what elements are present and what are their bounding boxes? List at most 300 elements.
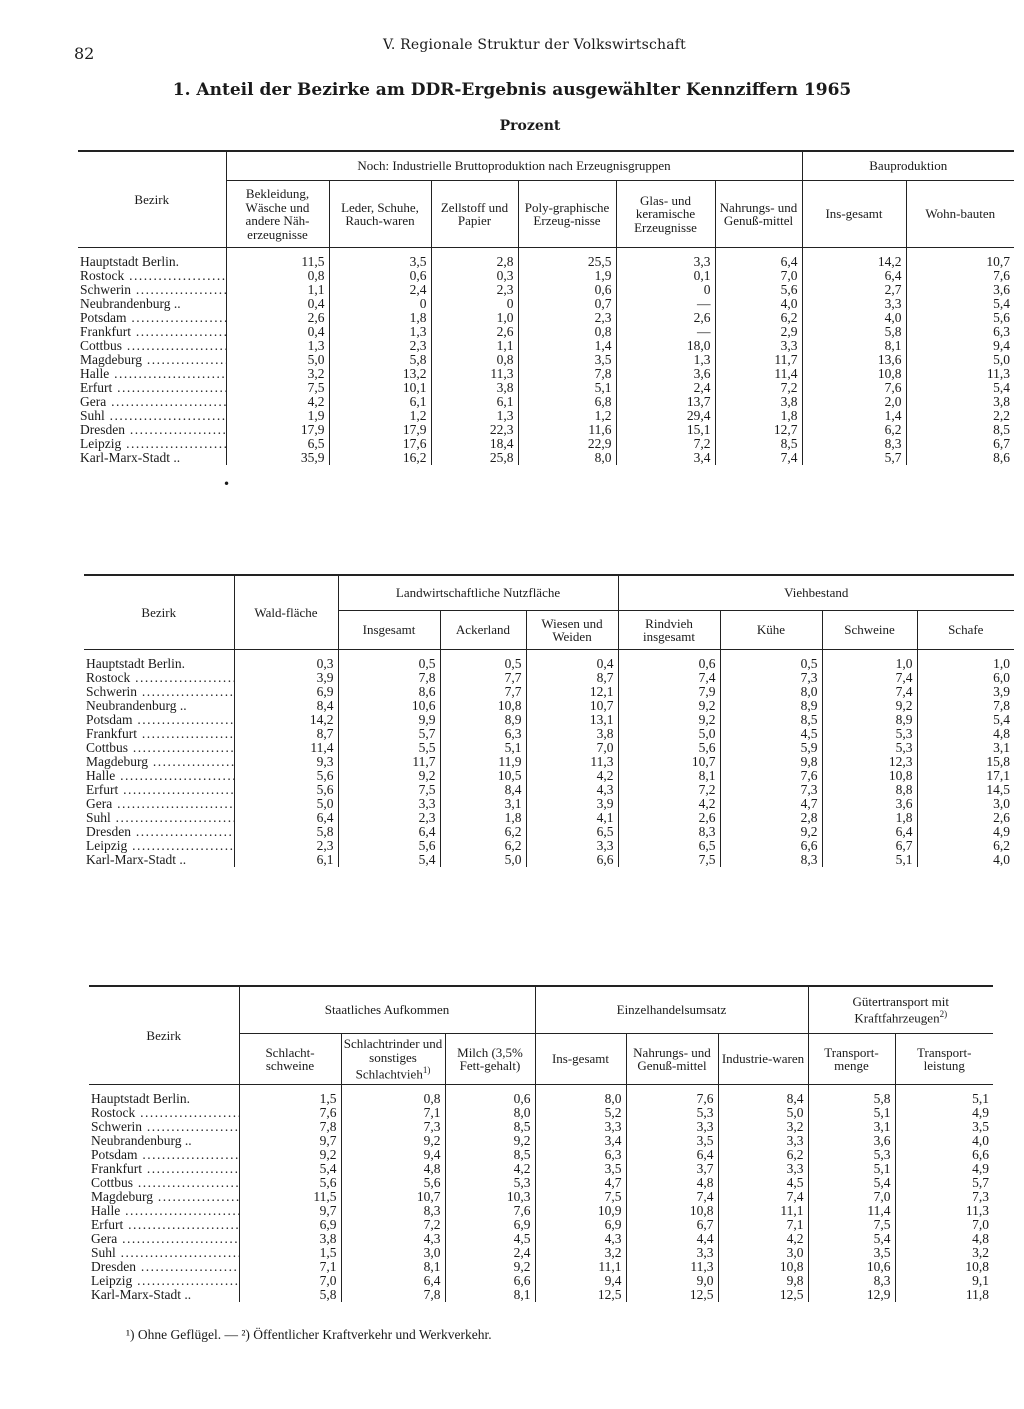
bezirk-label: Erfurt <box>80 381 113 395</box>
value-cell: 11,5 <box>226 248 329 270</box>
bezirk-label: Leipzig <box>80 437 122 451</box>
table-row <box>84 685 1014 699</box>
bezirk-label: Cottbus <box>86 741 129 755</box>
value-cell: 1,4 <box>802 409 906 423</box>
value-cell: 7,2 <box>618 783 720 797</box>
value-cell: 5,0 <box>618 727 720 741</box>
value-cell: 4,2 <box>226 395 329 409</box>
value-cell: 17,1 <box>917 769 1014 783</box>
bezirk-name <box>84 650 234 672</box>
value-cell: 10,8 <box>802 367 906 381</box>
bezirk-label: Hauptstadt Berlin. <box>80 254 179 269</box>
value-cell: 6,4 <box>338 825 440 839</box>
value-cell: 6,9 <box>239 1218 341 1232</box>
value-cell: 3,6 <box>808 1134 895 1148</box>
value-cell: 7,8 <box>917 699 1014 713</box>
bezirk-name <box>78 353 226 367</box>
value-cell: 5,1 <box>808 1162 895 1176</box>
footnote: ¹) Ohne Geflügel. — ²) Öffentlicher Kraftverkehr und Werkverkehr. <box>126 1327 492 1342</box>
value-cell: 12,3 <box>822 755 917 769</box>
col-header-transportleistung: Transport-leistung <box>895 1034 993 1085</box>
value-cell: 9,2 <box>618 713 720 727</box>
value-cell: 3,9 <box>526 797 618 811</box>
value-cell: 4,7 <box>535 1176 626 1190</box>
group-header-einzelhandel: Einzelhandelsumsatz <box>535 986 808 1034</box>
value-cell: 1,4 <box>518 339 616 353</box>
table-row <box>78 353 1014 367</box>
value-cell: 8,1 <box>618 769 720 783</box>
value-cell: 2,4 <box>616 381 715 395</box>
value-cell: 8,3 <box>720 853 822 867</box>
value-cell: 5,3 <box>626 1106 718 1120</box>
bezirk-label: Schwerin <box>86 685 137 699</box>
value-cell: 7,4 <box>715 451 802 465</box>
bezirk-name <box>78 311 226 325</box>
col-header-bekleidung: Bekleidung, Wäsche und andere Näh-erzeugnisse <box>226 181 329 248</box>
value-cell: 5,2 <box>535 1106 626 1120</box>
value-cell: 3,6 <box>822 797 917 811</box>
value-cell: 6,3 <box>906 325 1014 339</box>
value-cell: 11,4 <box>808 1204 895 1218</box>
value-cell: 10,8 <box>440 699 526 713</box>
bezirk-name <box>84 839 234 853</box>
value-cell: 11,1 <box>535 1260 626 1274</box>
value-cell: 3,6 <box>906 283 1014 297</box>
bezirk-name <box>84 783 234 797</box>
bezirk-label: Gera <box>91 1232 118 1246</box>
value-cell: 3,3 <box>715 339 802 353</box>
value-cell: 3,2 <box>226 367 329 381</box>
value-cell: 7,3 <box>341 1120 445 1134</box>
table-row <box>89 1120 993 1134</box>
group-header-industrie: Noch: Industrielle Bruttoproduktion nach Erzeugnisgruppen <box>226 151 802 181</box>
group-header-bauproduktion: Bauproduktion <box>802 151 1014 181</box>
value-cell: 10,6 <box>808 1260 895 1274</box>
value-cell: 1,8 <box>440 811 526 825</box>
value-cell: 7,5 <box>808 1218 895 1232</box>
value-cell: 11,3 <box>431 367 518 381</box>
value-cell: 3,9 <box>917 685 1014 699</box>
value-cell: 6,7 <box>822 839 917 853</box>
value-cell: 7,6 <box>445 1204 535 1218</box>
value-cell: 11,6 <box>518 423 616 437</box>
table2-body <box>84 650 1014 868</box>
table-flaeche-vieh <box>84 574 1014 867</box>
value-cell: 5,4 <box>917 713 1014 727</box>
value-cell: 5,1 <box>808 1106 895 1120</box>
value-cell: 5,3 <box>445 1176 535 1190</box>
value-cell: 0,5 <box>440 650 526 672</box>
value-cell: 7,5 <box>338 783 440 797</box>
value-cell: 0,8 <box>431 353 518 367</box>
bezirk-label: Schwerin <box>80 283 131 297</box>
value-cell: 0,4 <box>226 297 329 311</box>
value-cell: 7,8 <box>518 367 616 381</box>
table-row <box>84 713 1014 727</box>
page-number: 82 <box>74 44 95 63</box>
table-row <box>78 381 1014 395</box>
value-cell: 0,3 <box>431 269 518 283</box>
bezirk-name <box>89 1120 239 1134</box>
value-cell: 0 <box>431 297 518 311</box>
bezirk-name <box>78 381 226 395</box>
table-row <box>84 853 1014 867</box>
value-cell: 9,0 <box>626 1274 718 1288</box>
value-cell: 4,5 <box>718 1176 808 1190</box>
value-cell: 3,4 <box>616 451 715 465</box>
value-cell: 0,6 <box>618 650 720 672</box>
value-cell: — <box>616 325 715 339</box>
value-cell: 2,4 <box>445 1246 535 1260</box>
value-cell: 3,2 <box>718 1120 808 1134</box>
col-header-ackerland: Ackerland <box>440 611 526 650</box>
table-row <box>84 769 1014 783</box>
table-row <box>78 283 1014 297</box>
value-cell: 5,4 <box>808 1176 895 1190</box>
value-cell: 10,1 <box>329 381 431 395</box>
table3-body <box>89 1085 993 1303</box>
value-cell: 8,9 <box>440 713 526 727</box>
bezirk-label: Erfurt <box>91 1218 124 1232</box>
value-cell: 0,6 <box>329 269 431 283</box>
bezirk-name <box>84 853 234 867</box>
value-cell: 10,7 <box>906 248 1014 270</box>
value-cell: 11,7 <box>338 755 440 769</box>
bezirk-name <box>78 297 226 311</box>
col-header-schlachtschweine: Schlacht-schweine <box>239 1034 341 1085</box>
col-header-rindvieh: Rindvieh insgesamt <box>618 611 720 650</box>
col-header-kuehe: Kühe <box>720 611 822 650</box>
col-header-bau-insgesamt: Ins-gesamt <box>802 181 906 248</box>
bezirk-name <box>89 1288 239 1302</box>
value-cell: 1,0 <box>822 650 917 672</box>
col-header-schweine: Schweine <box>822 611 917 650</box>
value-cell: 6,2 <box>440 825 526 839</box>
table1-body <box>78 248 1014 466</box>
value-cell: 9,7 <box>239 1134 341 1148</box>
value-cell: 7,0 <box>526 741 618 755</box>
bezirk-name <box>89 1085 239 1107</box>
bezirk-label: Magdeburg <box>91 1190 153 1204</box>
value-cell: 2,6 <box>618 811 720 825</box>
bezirk-name <box>84 797 234 811</box>
value-cell: 9,2 <box>445 1134 535 1148</box>
value-cell: 1,3 <box>329 325 431 339</box>
value-cell: 11,4 <box>715 367 802 381</box>
value-cell: 2,6 <box>226 311 329 325</box>
value-cell: 5,4 <box>906 297 1014 311</box>
bezirk-name <box>84 685 234 699</box>
footnote-marker-2: 2) <box>939 1009 948 1020</box>
value-cell: 4,8 <box>341 1162 445 1176</box>
schlachtrinder-label: Schlachtrinder und sonstiges Schlachtvieh <box>343 1036 443 1082</box>
bezirk-header: Bezirk <box>78 151 226 248</box>
bezirk-label: Suhl <box>86 811 111 825</box>
bezirk-label: Cottbus <box>80 339 123 353</box>
value-cell: 9,2 <box>720 825 822 839</box>
value-cell: 1,3 <box>226 339 329 353</box>
value-cell: 7,6 <box>802 381 906 395</box>
value-cell: 6,5 <box>526 825 618 839</box>
col-header-wohnbauten: Wohn-bauten <box>906 181 1014 248</box>
value-cell: 17,6 <box>329 437 431 451</box>
value-cell: 18,0 <box>616 339 715 353</box>
value-cell: 3,4 <box>535 1134 626 1148</box>
value-cell: 5,6 <box>906 311 1014 325</box>
bezirk-header: Bezirk <box>89 986 239 1085</box>
value-cell: 5,8 <box>239 1288 341 1302</box>
table-aufkommen-handel-transport <box>89 985 993 1302</box>
value-cell: 9,7 <box>239 1204 341 1218</box>
value-cell: 7,0 <box>895 1218 993 1232</box>
value-cell: 5,6 <box>338 839 440 853</box>
value-cell: 0,8 <box>341 1085 445 1107</box>
value-cell: 8,8 <box>822 783 917 797</box>
value-cell: 4,5 <box>445 1232 535 1246</box>
value-cell: 9,4 <box>906 339 1014 353</box>
value-cell: 3,3 <box>626 1120 718 1134</box>
value-cell: 5,1 <box>440 741 526 755</box>
value-cell: 7,6 <box>626 1085 718 1107</box>
value-cell: 3,2 <box>895 1246 993 1260</box>
value-cell: 15,8 <box>917 755 1014 769</box>
value-cell: 22,3 <box>431 423 518 437</box>
col-header-leder: Leder, Schuhe, Rauch-waren <box>329 181 431 248</box>
table-row <box>89 1260 993 1274</box>
value-cell: 5,6 <box>715 283 802 297</box>
value-cell: 2,6 <box>431 325 518 339</box>
value-cell: 13,1 <box>526 713 618 727</box>
value-cell: 3,8 <box>715 395 802 409</box>
value-cell: 9,1 <box>895 1274 993 1288</box>
value-cell: 3,8 <box>906 395 1014 409</box>
value-cell: 7,7 <box>440 671 526 685</box>
value-cell: 15,1 <box>616 423 715 437</box>
bezirk-name <box>89 1106 239 1120</box>
value-cell: 7,5 <box>618 853 720 867</box>
value-cell: 5,1 <box>895 1085 993 1107</box>
bezirk-label: Neubrandenburg .. <box>86 699 187 713</box>
value-cell: 7,6 <box>906 269 1014 283</box>
value-cell: 3,1 <box>440 797 526 811</box>
value-cell: 6,2 <box>718 1148 808 1162</box>
value-cell: 8,7 <box>234 727 338 741</box>
value-cell: 16,2 <box>329 451 431 465</box>
table-row <box>84 755 1014 769</box>
value-cell: 5,7 <box>802 451 906 465</box>
value-cell: 9,2 <box>239 1148 341 1162</box>
value-cell: 6,2 <box>802 423 906 437</box>
value-cell: 12,9 <box>808 1288 895 1302</box>
value-cell: 9,9 <box>338 713 440 727</box>
value-cell: 1,9 <box>226 409 329 423</box>
bezirk-name <box>84 755 234 769</box>
value-cell: 10,8 <box>895 1260 993 1274</box>
value-cell: 4,8 <box>917 727 1014 741</box>
value-cell: 9,3 <box>234 755 338 769</box>
value-cell: 5,4 <box>338 853 440 867</box>
table-row <box>84 825 1014 839</box>
value-cell: 1,0 <box>431 311 518 325</box>
value-cell: 8,6 <box>906 451 1014 465</box>
value-cell: 3,3 <box>718 1134 808 1148</box>
col-header-wiesen: Wiesen und Weiden <box>526 611 618 650</box>
table-row <box>89 1085 993 1107</box>
value-cell: 0,4 <box>526 650 618 672</box>
value-cell: 4,7 <box>720 797 822 811</box>
value-cell: 2,4 <box>329 283 431 297</box>
value-cell: 4,9 <box>895 1162 993 1176</box>
value-cell: 4,3 <box>341 1232 445 1246</box>
value-cell: 8,6 <box>338 685 440 699</box>
value-cell: 8,5 <box>720 713 822 727</box>
col-header-eh-insgesamt: Ins-gesamt <box>535 1034 626 1085</box>
table-row <box>78 409 1014 423</box>
value-cell: 10,7 <box>341 1190 445 1204</box>
value-cell: 9,2 <box>445 1260 535 1274</box>
value-cell: 0,5 <box>338 650 440 672</box>
value-cell: 10,9 <box>535 1204 626 1218</box>
value-cell: 3,5 <box>895 1120 993 1134</box>
value-cell: 7,0 <box>239 1274 341 1288</box>
bezirk-name <box>84 741 234 755</box>
value-cell: 5,8 <box>234 825 338 839</box>
value-cell: 3,0 <box>718 1246 808 1260</box>
value-cell: 0,8 <box>518 325 616 339</box>
value-cell: 4,0 <box>917 853 1014 867</box>
table-row <box>89 1204 993 1218</box>
value-cell: 10,8 <box>718 1260 808 1274</box>
value-cell: 0,6 <box>518 283 616 297</box>
value-cell: 0,4 <box>226 325 329 339</box>
value-cell: 4,5 <box>720 727 822 741</box>
bezirk-label: Leipzig <box>86 839 128 853</box>
value-cell: 4,2 <box>526 769 618 783</box>
value-cell: 3,3 <box>718 1162 808 1176</box>
value-cell: 3,3 <box>626 1246 718 1260</box>
bezirk-name <box>84 671 234 685</box>
bezirk-label: Karl-Marx-Stadt .. <box>91 1288 192 1302</box>
group-header-viehbestand: Viehbestand <box>618 575 1014 611</box>
bezirk-label: Dresden <box>86 825 131 839</box>
value-cell: 5,6 <box>239 1176 341 1190</box>
value-cell: 6,3 <box>440 727 526 741</box>
value-cell: 6,3 <box>535 1148 626 1162</box>
value-cell: 5,3 <box>822 727 917 741</box>
value-cell: 5,4 <box>906 381 1014 395</box>
bezirk-name <box>89 1134 239 1148</box>
table-row <box>78 395 1014 409</box>
value-cell: 7,3 <box>720 783 822 797</box>
value-cell: 8,3 <box>802 437 906 451</box>
value-cell: 6,4 <box>802 269 906 283</box>
value-cell: 6,8 <box>518 395 616 409</box>
value-cell: 8,4 <box>440 783 526 797</box>
value-cell: 13,6 <box>802 353 906 367</box>
bezirk-label: Gera <box>86 797 113 811</box>
bezirk-name <box>89 1246 239 1260</box>
value-cell: 3,2 <box>535 1246 626 1260</box>
value-cell: 6,1 <box>329 395 431 409</box>
table-industrie-bau <box>78 150 1014 465</box>
table-row <box>89 1176 993 1190</box>
bezirk-name <box>78 395 226 409</box>
value-cell: 5,0 <box>440 853 526 867</box>
value-cell: 1,2 <box>518 409 616 423</box>
value-cell: 3,7 <box>626 1162 718 1176</box>
table-row <box>78 451 1014 465</box>
table-row <box>84 650 1014 672</box>
col-header-schafe: Schafe <box>917 611 1014 650</box>
bezirk-name <box>78 437 226 451</box>
value-cell: 8,4 <box>234 699 338 713</box>
table-row <box>89 1106 993 1120</box>
value-cell: 12,1 <box>526 685 618 699</box>
value-cell: 7,3 <box>895 1190 993 1204</box>
bezirk-label: Halle <box>91 1204 121 1218</box>
value-cell: 1,0 <box>917 650 1014 672</box>
value-cell: 1,5 <box>239 1246 341 1260</box>
value-cell: 3,5 <box>518 353 616 367</box>
col-header-zellstoff: Zellstoff und Papier <box>431 181 518 248</box>
value-cell: 6,2 <box>715 311 802 325</box>
value-cell: 6,6 <box>895 1148 993 1162</box>
table-row <box>78 325 1014 339</box>
table-row <box>84 671 1014 685</box>
value-cell: 8,1 <box>802 339 906 353</box>
value-cell: 25,8 <box>431 451 518 465</box>
value-cell: 6,0 <box>917 671 1014 685</box>
value-cell: 3,0 <box>917 797 1014 811</box>
value-cell: 4,9 <box>917 825 1014 839</box>
value-cell: 8,3 <box>808 1274 895 1288</box>
value-cell: 1,5 <box>239 1085 341 1107</box>
running-head: V. Regionale Struktur der Volkswirtschaft <box>383 37 686 53</box>
value-cell: 6,2 <box>440 839 526 853</box>
table-row <box>84 797 1014 811</box>
value-cell: 7,6 <box>239 1106 341 1120</box>
value-cell: 0 <box>616 283 715 297</box>
value-cell: 5,0 <box>906 353 1014 367</box>
col-header-polygraphie: Poly-graphische Erzeug-nisse <box>518 181 616 248</box>
value-cell: 17,9 <box>329 423 431 437</box>
value-cell: 4,0 <box>895 1134 993 1148</box>
value-cell: 6,6 <box>720 839 822 853</box>
bezirk-label: Karl-Marx-Stadt .. <box>86 853 187 867</box>
bezirk-name <box>89 1218 239 1232</box>
bezirk-label: Potsdam <box>86 713 133 727</box>
bezirk-name <box>89 1204 239 1218</box>
table-row <box>78 269 1014 283</box>
bezirk-name <box>78 409 226 423</box>
value-cell: 2,8 <box>720 811 822 825</box>
table-row <box>84 699 1014 713</box>
table-row <box>84 741 1014 755</box>
value-cell: 10,5 <box>440 769 526 783</box>
value-cell: 2,8 <box>431 248 518 270</box>
value-cell: — <box>616 297 715 311</box>
bezirk-header: Bezirk <box>84 575 234 650</box>
value-cell: 8,3 <box>618 825 720 839</box>
value-cell: 7,2 <box>715 381 802 395</box>
bezirk-name <box>89 1148 239 1162</box>
stray-print-mark: • <box>223 477 231 491</box>
value-cell: 2,7 <box>802 283 906 297</box>
value-cell: 7,3 <box>720 671 822 685</box>
bezirk-name <box>78 339 226 353</box>
col-header-lnf-insgesamt: Insgesamt <box>338 611 440 650</box>
table-row <box>78 437 1014 451</box>
